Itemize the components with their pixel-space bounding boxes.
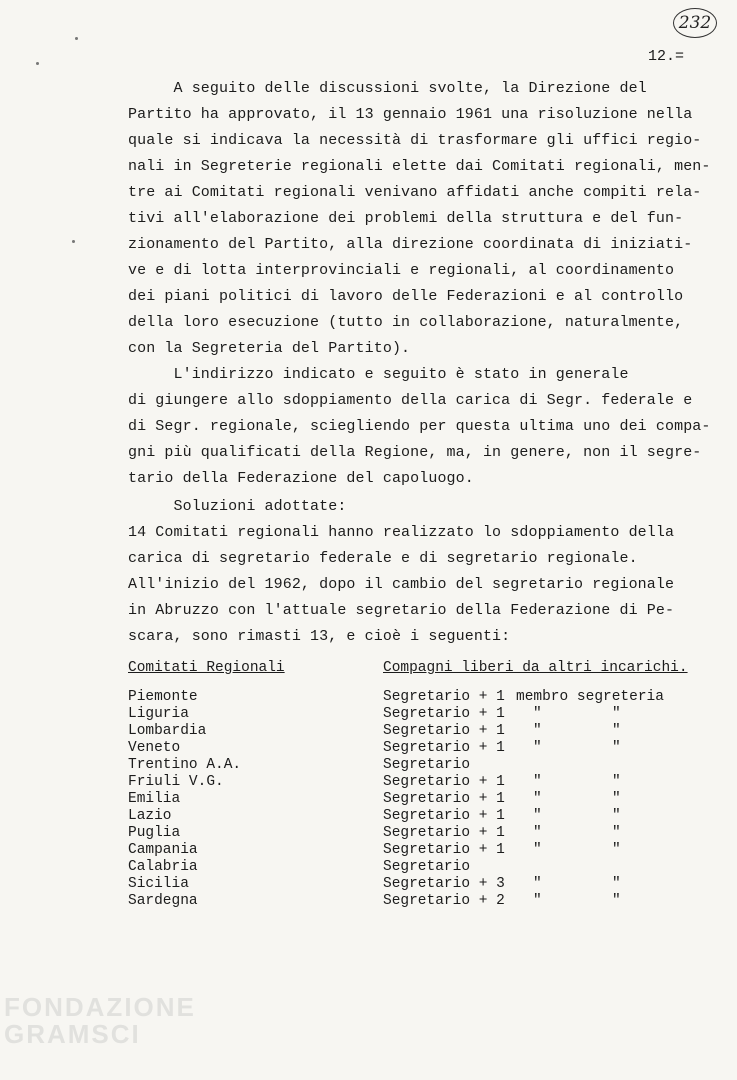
table-cell-role: Segretario — [383, 859, 471, 875]
table-cell-role: Segretario + 1 — [383, 774, 505, 790]
ditto-mark: " — [612, 791, 621, 807]
text-line: A seguito delle discussioni svolte, la Direzione del — [128, 80, 647, 97]
archive-number-stamp: 232 — [673, 8, 717, 38]
table-cell-region: Friuli V.G. — [128, 774, 224, 790]
table-cell-region: Veneto — [128, 740, 181, 756]
ditto-mark: " — [533, 893, 542, 909]
table-header-regions: Comitati Regionali — [128, 660, 285, 676]
text-line: quale si indicava la necessità di trasformare gli uffici regio- — [128, 132, 702, 149]
ditto-mark: " — [612, 740, 621, 756]
text-line: zionamento del Partito, alla direzione coordinata di iniziati- — [128, 236, 693, 253]
ditto-mark: " — [533, 876, 542, 892]
table-cell-role: Segretario + 1 — [383, 740, 505, 756]
table-cell-role: Segretario + 1 — [383, 689, 505, 705]
text-line: gni più qualificati della Regione, ma, in genere, non il segre- — [128, 444, 702, 461]
text-line: di giungere allo sdoppiamento della carica di Segr. federale e — [128, 392, 693, 409]
table-cell-role: Segretario + 1 — [383, 825, 505, 841]
table-cell-role: Segretario + 1 — [383, 842, 505, 858]
text-line: della loro esecuzione (tutto in collaborazione, naturalmente, — [128, 314, 684, 331]
table-cell-region: Sardegna — [128, 893, 198, 909]
table-cell-region: Calabria — [128, 859, 198, 875]
ditto-mark: " — [533, 723, 542, 739]
table-cell-region: Sicilia — [128, 876, 189, 892]
ditto-mark: " — [612, 893, 621, 909]
ditto-mark: " — [533, 706, 542, 722]
ditto-mark: " — [612, 723, 621, 739]
text-line: dei piani politici di lavoro delle Federazioni e al controllo — [128, 288, 684, 305]
watermark-line: FONDAZIONE — [4, 992, 196, 1022]
table-cell-region: Trentino A.A. — [128, 757, 242, 773]
table-cell-role: Segretario + 1 — [383, 706, 505, 722]
table-cell-region: Puglia — [128, 825, 181, 841]
ditto-mark: " — [533, 808, 542, 824]
text-line: ve e di lotta interprovinciali e regionali, al coordinamento — [128, 262, 675, 279]
ditto-mark: " — [533, 842, 542, 858]
text-line: tario della Federazione del capoluogo. — [128, 470, 474, 487]
ditto-mark: " — [612, 842, 621, 858]
text-line: Partito ha approvato, il 13 gennaio 1961 una risoluzione nella — [128, 106, 693, 123]
ditto-mark: " — [612, 706, 621, 722]
table-cell-role: Segretario + 1 — [383, 791, 505, 807]
text-line: 14 Comitati regionali hanno realizzato lo sdoppiamento della — [128, 524, 675, 541]
table-cell-role: Segretario + 2 — [383, 893, 505, 909]
text-line: tivi all'elaborazione dei problemi della struttura e del fun- — [128, 210, 684, 227]
ditto-mark: " — [533, 740, 542, 756]
text-line: di Segr. regionale, sciegliendo per questa ultima uno dei compa- — [128, 418, 711, 435]
ditto-mark: " — [533, 791, 542, 807]
text-line: L'indirizzo indicato e seguito è stato in generale — [128, 366, 629, 383]
table-cell-extra: membro segreteria — [516, 689, 664, 705]
table-cell-region: Liguria — [128, 706, 189, 722]
ditto-mark: " — [612, 774, 621, 790]
text-line: tre ai Comitati regionali venivano affidati anche compiti rela- — [128, 184, 702, 201]
archive-watermark — [4, 994, 196, 1048]
paper-speck — [36, 62, 39, 65]
table-cell-region: Piemonte — [128, 689, 198, 705]
text-line: con la Segreteria del Partito). — [128, 340, 411, 357]
table-cell-region: Lombardia — [128, 723, 207, 739]
table-cell-role: Segretario + 1 — [383, 808, 505, 824]
text-line: carica di segretario federale e di segretario regionale. — [128, 550, 638, 567]
paper-speck — [75, 37, 78, 40]
text-line: scara, sono rimasti 13, e cioè i seguenti: — [128, 628, 511, 645]
text-line: All'inizio del 1962, dopo il cambio del segretario regionale — [128, 576, 675, 593]
page-number: 12.= — [648, 48, 685, 65]
table-cell-role: Segretario + 1 — [383, 723, 505, 739]
ditto-mark: " — [612, 876, 621, 892]
watermark-line: GRAMSCI — [4, 1019, 141, 1049]
ditto-mark: " — [612, 825, 621, 841]
ditto-mark: " — [612, 808, 621, 824]
table-cell-region: Lazio — [128, 808, 172, 824]
table-cell-role: Segretario + 3 — [383, 876, 505, 892]
table-cell-role: Segretario — [383, 757, 471, 773]
table-header-comrades: Compagni liberi da altri incarichi. — [383, 660, 688, 676]
ditto-mark: " — [533, 774, 542, 790]
solutions-heading: Soluzioni adottate: — [128, 498, 347, 515]
table-cell-region: Emilia — [128, 791, 181, 807]
text-line: nali in Segreterie regionali elette dai Comitati regionali, men- — [128, 158, 711, 175]
table-cell-region: Campania — [128, 842, 198, 858]
paper-speck — [72, 240, 75, 243]
text-line: in Abruzzo con l'attuale segretario della Federazione di Pe- — [128, 602, 675, 619]
ditto-mark: " — [533, 825, 542, 841]
